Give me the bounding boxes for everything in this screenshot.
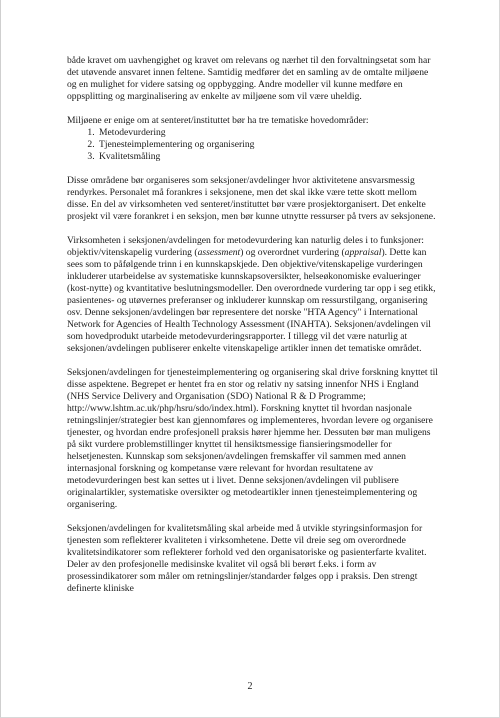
paragraph-2-intro: Miljøene er enige om at senteret/instituttet bør ha tre tematiske hovedområder: bbox=[67, 115, 369, 126]
paragraph-3: Disse områdene bør organiseres som seksjoner/avdelinger hvor aktivitetene ansvarsmessig rendyrkes. Personalet må forankres i seksjonene, men det skal ikke være tette skott mellom disse. En del av virksomheten ved senteret/instituttet bør være prosjektorganisert. Det enkelte prosjekt vil være forankret i en seksjon, men bør kunne utnytte ressurser på tvers av seksjonene. bbox=[67, 175, 436, 222]
list-item: 3. Kvalitetsmåling bbox=[97, 151, 439, 163]
list-item: 2. Tjenesteimplementering og organisering bbox=[97, 139, 439, 151]
paragraph-4-text: ). Dette kan sees som to påfølgende trinn i en kunnskapskjede. Den objektive/vitenskapelige vurderingen inkluderer utarbeidelse av systematiske kunnskapsoversikter, helseøkonomiske evalueringer (kost-nytte) og kvantitative beslutningsmodeller. Den overordnede vurdering tar opp i seg etikk, pasientenes- og utøvernes preferanser og inkluderer kunnskap om ressurstilgang, organisering osv. Denne seksjonen/avdelingen bør representere det norske "HTA Agency" i International Network for Agencies of Health Technology Assessment (INAHTA). Seksjonen/avdelingen vil som hovedprodukt utarbeide metodevurderingsrapporter. I tillegg vil det være naturlig at seksjonen/avdelingen publiserer enkelte vitenskapelige artikler innen det tematiske området. bbox=[67, 247, 436, 354]
paragraph-2 bbox=[67, 115, 439, 163]
term-assessment: assessment bbox=[197, 247, 241, 258]
term-appraisal: appraisal bbox=[344, 247, 382, 258]
paragraph-5: Seksjonen/avdelingen for tjenesteimplementering og organisering skal drive forskning knyttet til disse aspektene. Begrepet er hentet fra en stor og relativ ny satsing innenfor NHS i England (NHS Service Delivery and Organisation (SDO) National R & D Programme; http://www.lshtm.ac.uk/php/hsru/sdo/index.html). Forskning knyttet til hvordan nasjonale retningslinjer/strategier best kan gjennomføres og implementeres, hvordan levere og organisere tjenester, og hvordan endre profesjonell praksis hører hjemme her. Dessuten bør man muligens på sikt vurdere problemstillinger knyttet til hensiktsmessige fiansieringsmodeller for helsetjenesten. Kunnskap som seksjonen/avdelingen fremskaffer vil sammen med annen internasjonal forskning og kompetanse være relevant for hvordan resultatene av metodevurderingen best kan settes ut i livet. Denne seksjonen/avdelingen vil publisere originalartikler, systematiske oversikter og metodeartikler innen tjenesteimplementering og organisering. bbox=[67, 367, 438, 510]
document-body bbox=[67, 55, 439, 607]
paragraph-4 bbox=[67, 235, 439, 355]
thematic-areas-list bbox=[67, 127, 439, 163]
paragraph-4-text: ) og overordnet vurdering ( bbox=[240, 247, 345, 258]
paragraph-1: både kravet om uavhengighet og kravet om relevans og nærhet til den forvaltningsetat som har det utøvende ansvaret innen feltene. Samtidig medfører det en samling av de omtalte miljøene og en mulighet for videre satsing og oppbygging. Andre modeller vil kunne medføre en oppsplitting og marginalisering av enkelte av miljøene som vil være uheldig. bbox=[67, 55, 431, 102]
paragraph-6: Seksjonen/avdelingen for kvalitetsmåling skal arbeide med å utvikle styringsinformasjon for tjenesten som reflekterer kvaliteten i virksomhetene. Dette vil dreie seg om overordnede kvalitetsindikatorer som reflekterer forhold ved den organisatoriske og pasienterfarte kvalitet. Deler av den profesjonelle medisinske kvalitet vil også bli berørt f.eks. i form av prosessindikatorer som måler om retningslinjer/standarder følges opp i praksis. Den strengt definerte kliniske bbox=[67, 523, 427, 594]
list-item: 1. Metodevurdering bbox=[97, 127, 439, 139]
paragraph-4-text: Virksomheten i seksjonen/avdelingen for metodevurdering kan naturlig deles i to funksjoner: objektiv/vitenskapelig vurdering ( bbox=[67, 235, 424, 258]
page-number: 2 bbox=[247, 681, 253, 692]
